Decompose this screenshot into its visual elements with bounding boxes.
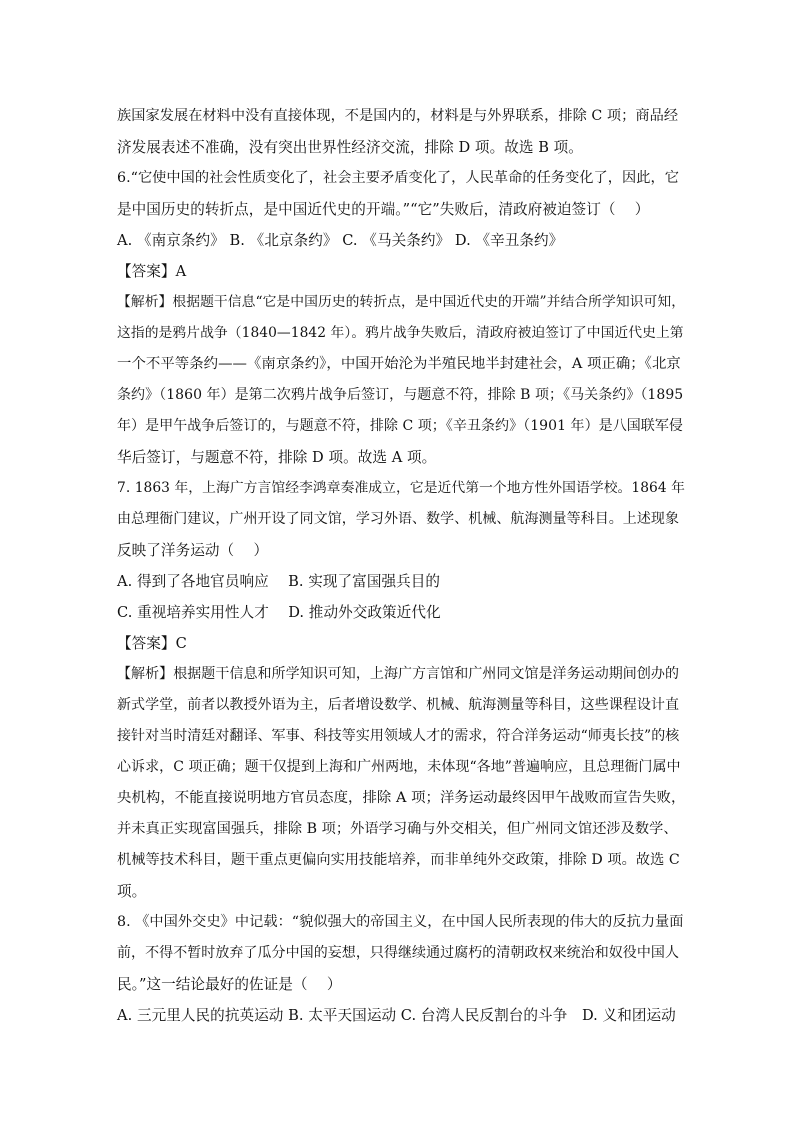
text-line-2: 济发展表述不准确，没有突出世界性经济交流，排除 D 项。故选 B 项。	[117, 139, 583, 156]
question-7-answer: 【答案】C	[117, 635, 187, 652]
question-8-options: A. 三元里人民的抗英运动 B. 太平天国运动 C. 台湾人民反割台的斗争 D. 义和团运动	[117, 1007, 676, 1024]
question-6-answer: 【答案】A	[117, 263, 187, 280]
question-7-analysis-line-1: 【解析】根据题干信息和所学知识可知，上海广方言馆和广州同文馆是洋务运动期间创办的	[117, 666, 679, 682]
question-8-stem-line-3: 民。”这一结论最好的佐证是（ ）	[117, 976, 342, 993]
question-7-analysis-line-5: 央机构，不能直接说明地方官员态度，排除 A 项；洋务运动最终因甲午战败而宣告失败，	[117, 790, 686, 806]
question-6-analysis-line-3: 一个不平等条约——《南京条约》，中国开始沦为半殖民地半封建社会，A 项正确；《北京	[117, 356, 681, 372]
text-line-1: 族国家发展在材料中没有直接体现，不是国内的，材料是与外界联系，排除 C 项；商品经	[117, 108, 679, 124]
question-7-stem-line-1: 7. 1863 年，上海广方言馆经李鸿章奏准成立，它是近代第一个地方性外国语学校。1864 年	[117, 480, 685, 496]
question-7-options-cd: C. 重视培养实用性人才 D. 推动外交政策近代化	[117, 604, 441, 621]
question-6-analysis-line-4: 条约》（1860 年）是第二次鸦片战争后签订，与题意不符，排除 B 项；《马关条约》（1895	[117, 387, 684, 403]
question-6-stem-line-2: 是中国历史的转折点，是中国近代史的开端。”“它”失败后，清政府被迫签订（ ）	[117, 201, 650, 218]
question-6-analysis-line-2: 这指的是鸦片战争（1840—1842 年）。鸦片战争失败后，清政府被迫签订了中国近代史上第	[117, 325, 684, 341]
question-7-options-ab: A. 得到了各地官员响应 B. 实现了富国强兵目的	[117, 573, 441, 590]
question-7-analysis-line-6: 并未真正实现富国强兵，排除 B 项；外语学习确与外交相关，但广州同文馆还涉及数学、	[117, 821, 678, 837]
question-7-analysis-line-8: 项。	[117, 883, 147, 900]
question-7-analysis-line-7: 机械等技术科目，题干重点更偏向实用技能培养，而非单纯外交政策，排除 D 项。故选 C	[117, 852, 680, 868]
question-6-analysis-line-6: 华后签订，与题意不符，排除 D 项。故选 A 项。	[117, 449, 437, 466]
question-8-stem-line-2: 前，不得不暂时放弃了瓜分中国的妄想，只得继续通过腐朽的清朝政权来统治和奴役中国人	[117, 945, 679, 961]
question-7-analysis-line-3: 接针对当时清廷对翻译、军事、科技等实用领域人才的需求，符合洋务运动“师夷长技”的核	[117, 728, 680, 744]
question-6-stem-line-1: 6.“它使中国的社会性质变化了，社会主要矛盾变化了，人民革命的任务变化了，因此，它	[117, 170, 679, 186]
question-8-stem-line-1: 8. 《中国外交史》中记载：“貌似强大的帝国主义，在中国人民所表现的伟大的反抗力量面	[117, 914, 684, 930]
document-page	[117, 101, 686, 1031]
question-6-options: A. 《南京条约》 B. 《北京条约》 C. 《马关条约》 D. 《辛丑条约》	[117, 232, 564, 249]
question-7-analysis-line-4: 心诉求，C 项正确；题干仅提到上海和广州两地，未体现“各地”普遍响应，且总理衙门属中	[117, 759, 681, 775]
question-6-analysis-line-1: 【解析】根据题干信息“它是中国历史的转折点，是中国近代史的开端”并结合所学知识可知，	[117, 294, 686, 310]
question-6-analysis-line-5: 年）是甲午战争后签订的，与题意不符，排除 C 项；《辛丑条约》（1901 年）是八国联军侵	[117, 418, 683, 434]
question-7-stem-line-2: 由总理衙门建议，广州开设了同文馆，学习外语、数学、机械、航海测量等科目。上述现象	[117, 511, 679, 527]
question-7-stem-line-3: 反映了洋务运动（ ）	[117, 542, 269, 559]
question-7-analysis-line-2: 新式学堂，前者以教授外语为主，后者增设数学、机械、航海测量等科目，这些课程设计直	[117, 697, 679, 713]
